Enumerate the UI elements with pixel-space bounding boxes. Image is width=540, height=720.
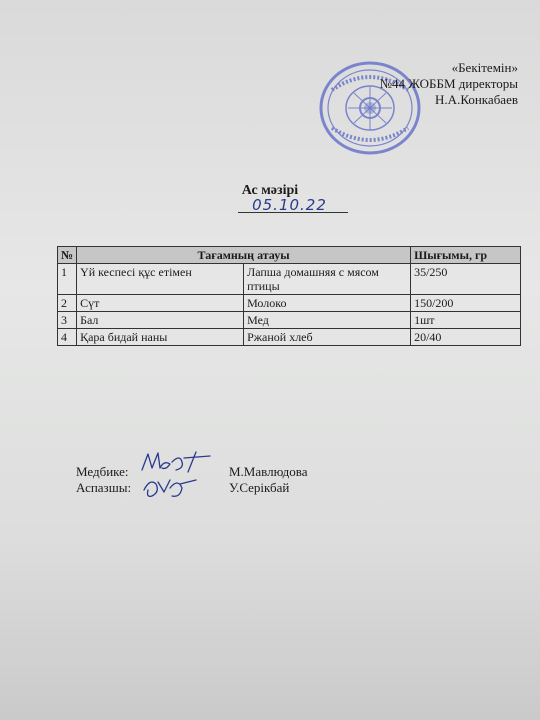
dish-name-ru: Мед — [244, 312, 411, 329]
page-title: Ас мәзірі — [241, 183, 299, 198]
dish-name-ru: Ржаной хлеб — [244, 329, 411, 346]
dish-name-ru: Молоко — [244, 295, 411, 312]
menu-table — [57, 246, 521, 346]
handwritten-date: 05.10.22 — [252, 196, 327, 214]
dish-name-kz: Бал — [77, 312, 244, 329]
dish-name-kz: Қара бидай наны — [77, 329, 244, 346]
signature-row-cook — [76, 480, 376, 496]
dish-output: 1шт — [411, 312, 521, 329]
table-row — [58, 264, 521, 295]
row-number: 4 — [58, 329, 77, 346]
table-row — [58, 329, 521, 346]
date-underline — [238, 212, 348, 213]
approval-line-1: «Бекітемін» — [451, 60, 518, 75]
row-number: 2 — [58, 295, 77, 312]
dish-output: 20/40 — [411, 329, 521, 346]
dish-name-ru: Лапша домашняя с мясом птицы — [244, 264, 411, 295]
signature-name: У.Серікбай — [229, 480, 290, 495]
table-row — [58, 312, 521, 329]
table-row — [58, 295, 521, 312]
signature-row-nurse — [76, 464, 376, 480]
signature-name: М.Мавлюдова — [229, 464, 308, 479]
signature-role: Аспазшы: — [76, 480, 132, 495]
header-number: № — [58, 247, 77, 264]
dish-output: 150/200 — [411, 295, 521, 312]
row-number: 1 — [58, 264, 77, 295]
table-header-row — [58, 247, 521, 264]
approval-block — [380, 60, 518, 108]
signatures-block — [76, 464, 376, 496]
approval-line-2: №44 ЖОББМ директоры — [379, 76, 518, 91]
row-number: 3 — [58, 312, 77, 329]
dish-name-kz: Үй кеспесі құс етімен — [77, 264, 244, 295]
header-dish-name: Тағамның атауы — [77, 247, 411, 264]
approval-line-3: Н.А.Конкабаев — [435, 92, 518, 107]
signature-role: Медбике: — [76, 464, 129, 479]
header-output: Шығымы, гр — [411, 247, 521, 264]
dish-name-kz: Сүт — [77, 295, 244, 312]
dish-output: 35/250 — [411, 264, 521, 295]
